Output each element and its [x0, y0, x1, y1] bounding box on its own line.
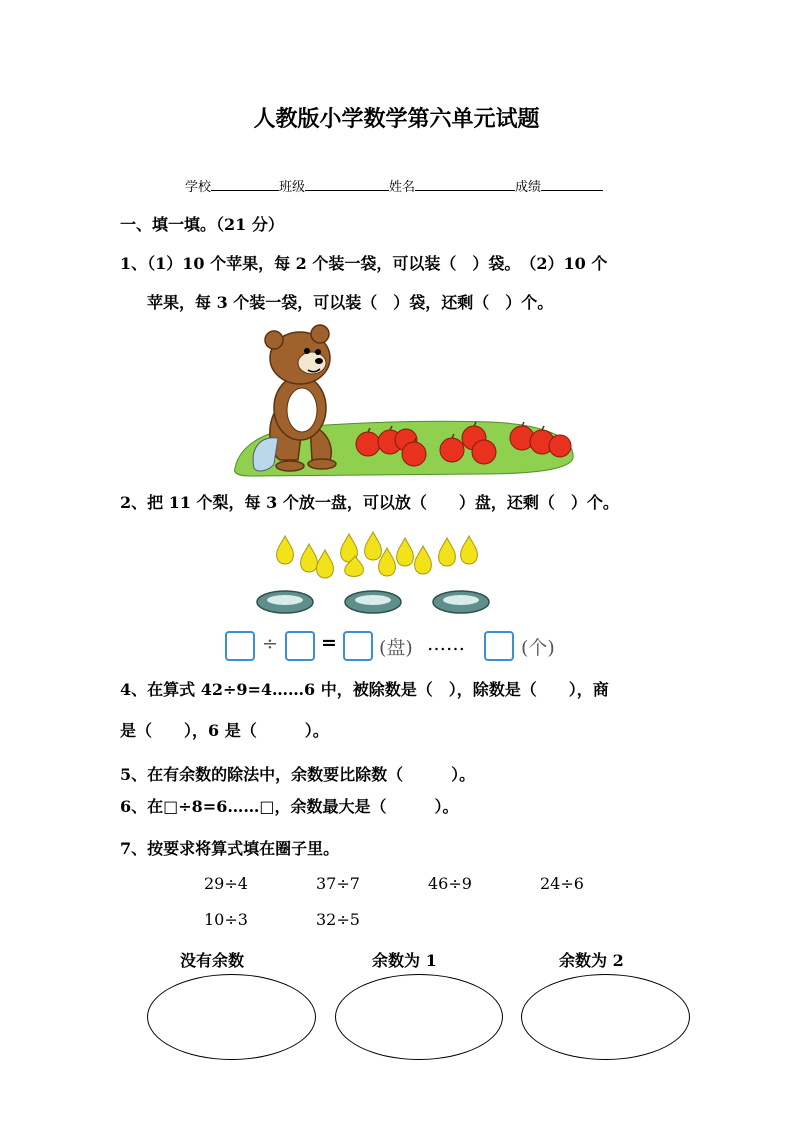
score-label: 成绩: [515, 180, 542, 195]
category-label-remainder-2: 余数为 2: [559, 951, 624, 970]
answer-circle-no-remainder[interactable]: [147, 974, 316, 1060]
quotient-box[interactable]: [343, 631, 373, 661]
question-6: 6、在□÷8=6……□，余数最大是（ ）。: [120, 797, 459, 816]
bear-icon: [253, 325, 336, 471]
question-1-line-1: 1、（1）10 个苹果，每 2 个装一袋，可以装（ ）袋。 （2）10 个: [120, 254, 608, 273]
school-label: 学校: [185, 180, 212, 195]
equals-sign: =: [321, 632, 337, 654]
class-label: 班级: [279, 180, 306, 195]
bear-apples-illustration: [230, 318, 576, 478]
question-5: 5、在有余数的除法中，余数要比除数（ ）。: [120, 765, 476, 784]
question-1-line-2: 苹果，每 3 个装一袋，可以装（ ）袋，还剩（ ）个。: [147, 293, 554, 312]
expression-item[interactable]: 32÷5: [316, 910, 360, 929]
category-label-no-remainder: 没有余数: [180, 951, 245, 970]
expression-item[interactable]: 29÷4: [204, 874, 248, 893]
unit-item: (个): [521, 637, 555, 659]
answer-circle-remainder-1[interactable]: [335, 974, 503, 1060]
remainder-box[interactable]: [484, 631, 514, 661]
pears-plates-illustration: [255, 528, 495, 620]
question-4-line-2: 是（ ），6 是（ ）。: [120, 721, 329, 740]
pear-icons: [277, 532, 478, 578]
section-heading: 一、填一填。（21 分）: [120, 215, 284, 234]
question-7: 7、按要求将算式填在圈子里。: [120, 839, 340, 858]
unit-plate: (盘): [379, 637, 413, 659]
expression-item[interactable]: 37÷7: [316, 874, 360, 893]
question-2: 2、把 11 个梨，每 3 个放一盘，可以放（ ）盘，还剩（ ）个。: [120, 493, 619, 512]
student-info: [185, 176, 603, 195]
dividend-box[interactable]: [225, 631, 255, 661]
divisor-box[interactable]: [285, 631, 315, 661]
expression-item[interactable]: 10÷3: [204, 910, 248, 929]
divide-sign: ÷: [262, 633, 278, 655]
school-blank[interactable]: [211, 178, 279, 191]
question-4-line-1: 4、在算式 42÷9=4……6 中，被除数是（ ），除数是（ ），商: [120, 680, 609, 699]
name-label: 姓名: [389, 180, 416, 195]
remainder-dots: ……: [427, 633, 465, 655]
name-blank[interactable]: [415, 178, 515, 191]
expression-item[interactable]: 46÷9: [428, 874, 472, 893]
answer-circle-remainder-2[interactable]: [521, 974, 690, 1060]
score-blank[interactable]: [541, 178, 603, 191]
category-label-remainder-1: 余数为 1: [372, 951, 437, 970]
page-title: 人教版小学数学第六单元试题: [253, 106, 540, 132]
expression-item[interactable]: 24÷6: [540, 874, 584, 893]
class-blank[interactable]: [305, 178, 389, 191]
